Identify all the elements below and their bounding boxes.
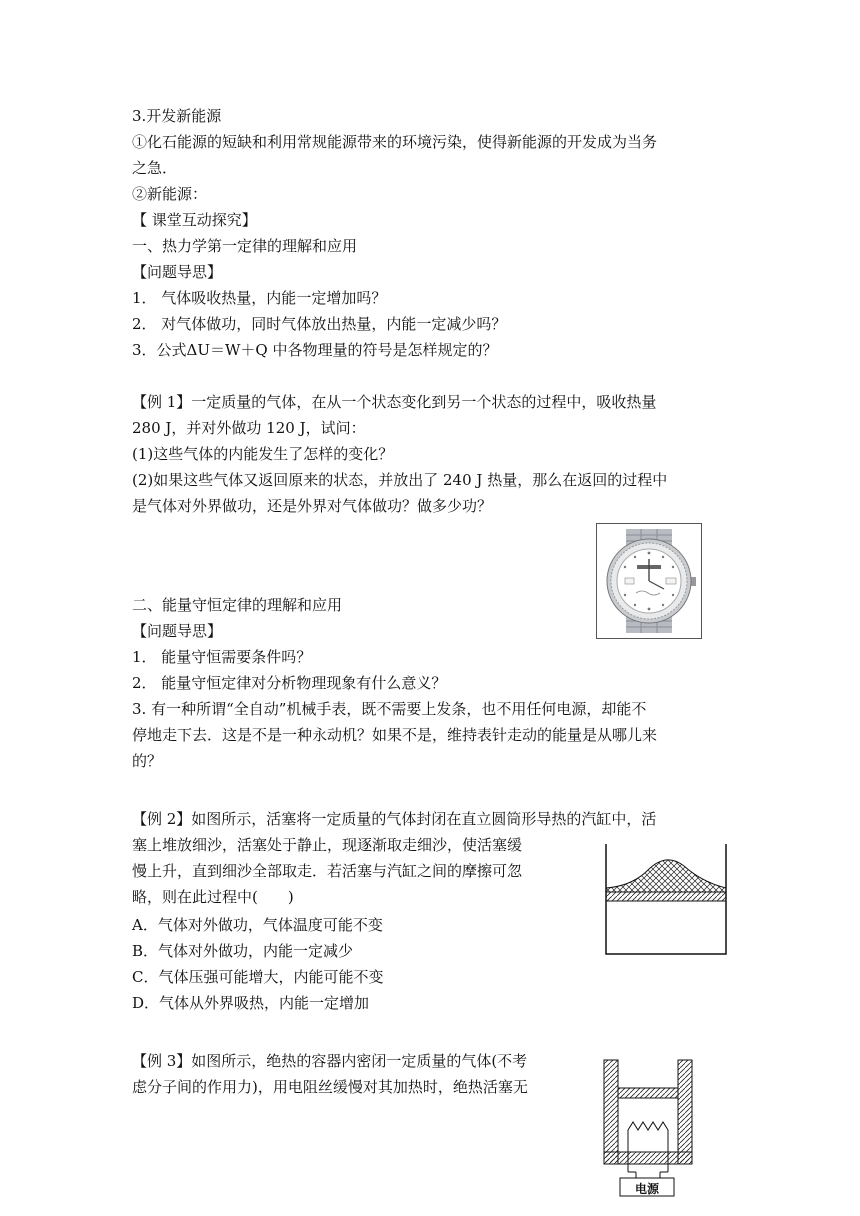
section-heading: 3.开发新能源 <box>132 107 222 125</box>
paragraph-line: 之急． <box>132 159 178 177</box>
watch-image <box>596 523 702 639</box>
question-3: 3．公式ΔU＝W＋Q 中各物理量的符号是怎样规定的？ <box>132 341 498 359</box>
example1-line: 是气体对外界做功，还是外界对气体做功？做多少功？ <box>132 497 493 515</box>
question-1: 1． 气体吸收热量，内能一定增加吗？ <box>132 289 387 307</box>
example3-line: 【例 3】如图所示，绝热的容器内密闭一定质量的气体(不考 <box>132 1052 528 1070</box>
part1-title: 一、热力学第一定律的理解和应用 <box>132 237 358 255</box>
option-d: D．气体从外界吸热，内能一定增加 <box>132 994 370 1012</box>
example1-line: 【例 1】一定质量的气体，在从一个状态变化到另一个状态的过程中，吸收热量 <box>132 393 657 411</box>
example2-line: 塞上堆放细沙，活塞处于静止，现逐渐取走细沙，使活塞缓 <box>132 836 523 854</box>
question-2: 2． 对气体做功，同时气体放出热量，内能一定减少吗？ <box>132 315 507 333</box>
question-3: 停地走下去．这是不是一种永动机？如果不是，维持表针走动的能量是从哪儿来 <box>132 726 658 744</box>
paragraph-line: ②新能源： <box>132 185 208 203</box>
classroom-header: 【 课堂互动探究】 <box>132 211 257 229</box>
option-c: C．气体压强可能增大，内能可能不变 <box>132 968 384 986</box>
paragraph-line: ①化石能源的短缺和利用常规能源带来的环境污染，使得新能源的开发成为当务 <box>132 133 658 151</box>
cylinder-sand-diagram <box>602 836 732 958</box>
example1-line: (2)如果这些气体又返回原来的状态，并放出了 240 J 热量，那么在返回的过程中 <box>132 471 668 489</box>
option-b: B．气体对外做功，内能一定减少 <box>132 942 354 960</box>
example1-line: 280 J，并对外做功 120 J，试问： <box>132 419 366 437</box>
guide-header: 【问题导思】 <box>132 622 223 640</box>
question-3: 3. 有一种所谓“全自动”机械手表，既不需要上发条，也不用任何电源，却能不 <box>132 700 647 718</box>
question-2: 2． 能量守恒定律对分析物理现象有什么意义？ <box>132 674 447 692</box>
example2-line: 略，则在此过程中( ) <box>132 888 294 906</box>
option-a: A．气体对外做功，气体温度可能不变 <box>132 916 383 934</box>
example2-line: 慢上升，直到细沙全部取走．若活塞与汽缸之间的摩擦可忽 <box>132 862 523 880</box>
example2-line: 【例 2】如图所示，活塞将一定质量的气体封闭在直立圆筒形导热的汽缸中，活 <box>132 810 657 828</box>
guide-header: 【问题导思】 <box>132 263 223 281</box>
insulated-container-diagram <box>600 1058 700 1200</box>
example3-line: 虑分子间的作用力)，用电阻丝缓慢对其加热时，绝热活塞无 <box>132 1078 528 1096</box>
example1-line: (1)这些气体的内能发生了怎样的变化？ <box>132 445 394 463</box>
part2-title: 二、能量守恒定律的理解和应用 <box>132 596 343 614</box>
power-source-label: 电源 <box>634 1182 659 1196</box>
question-3: 的？ <box>132 752 163 770</box>
question-1: 1． 能量守恒需要条件吗？ <box>132 648 312 666</box>
